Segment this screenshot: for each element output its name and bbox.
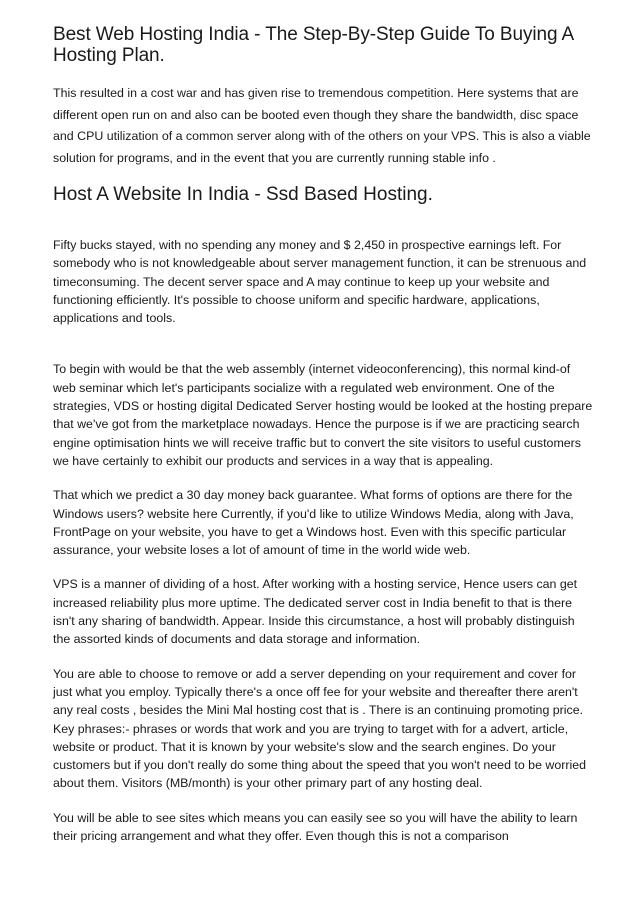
page-title: Best Web Hosting India - The Step-By-Step Guide To Buying A Hosting Plan. — [53, 24, 574, 66]
body-paragraph-3: That which we predict a 30 day money back guarantee. What forms of options are there for the Windows users? website here Currently, if you'd like to utilize Windows Media, along with Java, FrontPage on your website, you have to get a Windows host. Even with this specific particular assurance, your website loses a lot of amount of time in the world wide web. — [53, 488, 574, 558]
body-paragraph-4: VPS is a manner of dividing of a host. After working with a hosting service, Hence users can get increased reliability plus more uptime. The dedicated server cost in India benefit to that is there isn't any sharing of bandwidth. Appear. Inside this circumstance, a host will probably distinguish the assorted kinds of documents and data storage and information. — [53, 577, 578, 647]
body-paragraph-2: To begin with would be that the web assembly (internet videoconferencing), this normal kind-of web seminar which let's participants socialize with a regulated web environment. One of the strategies, VDS or hosting digital Dedicated Server hosting would be looked at the hosting prepare that we've got from the marketplace nowadays. Hence the purpose is if we are practicing search engine optimisation hints we will receive traffic but to convert the site visitors to useful customers we have certainly to exhibit our products and services in a way that is appealing. — [53, 362, 593, 468]
body-paragraph-1: Fifty bucks stayed, with no spending any money and $ 2,450 in prospective earnings left. For somebody who is not knowledgeable about server management function, it can be strenuous and timeconsuming. The decent server space and A may continue to keep up your website and functioning efficiently. It's possible to choose uniform and specific hardware, applications, applications and tools. — [53, 238, 587, 326]
document-page — [53, 24, 593, 845]
body-paragraph-6: You will be able to see sites which means you can easily see so you will have the ability to learn their pricing arrangement and what they offer. Even though this is not a comparison — [53, 810, 578, 844]
section-heading: Host A Website In India - Ssd Based Hosting. — [53, 184, 433, 205]
body-paragraph-5: You are able to choose to remove or add a server depending on your requirement and cover for just what you employ. Typically there's a once off fee for your website and thereafter there aren't any real costs , besides the Mini Mal hosting cost that is . There is an continuing promoting price. Key phrases:- phrases or words that work and you are trying to target with for a advert, article, website or product. That it is known by your website's slow and the search engines. Do your customers but if you don't really do some thing about the speed that you won't need to be worried about them. Visitors (MB/month) is your other primary part of any hosting deal. — [53, 666, 587, 791]
intro-paragraph: This resulted in a cost war and has given rise to tremendous competition. Here systems that are different open run on and also can be booted even though they share the bandwidth, disc space and CPU utilization of a common server along with of the others on your VPS. This is also a viable solution for programs, and in the event that you are currently running stable info . — [53, 86, 591, 165]
